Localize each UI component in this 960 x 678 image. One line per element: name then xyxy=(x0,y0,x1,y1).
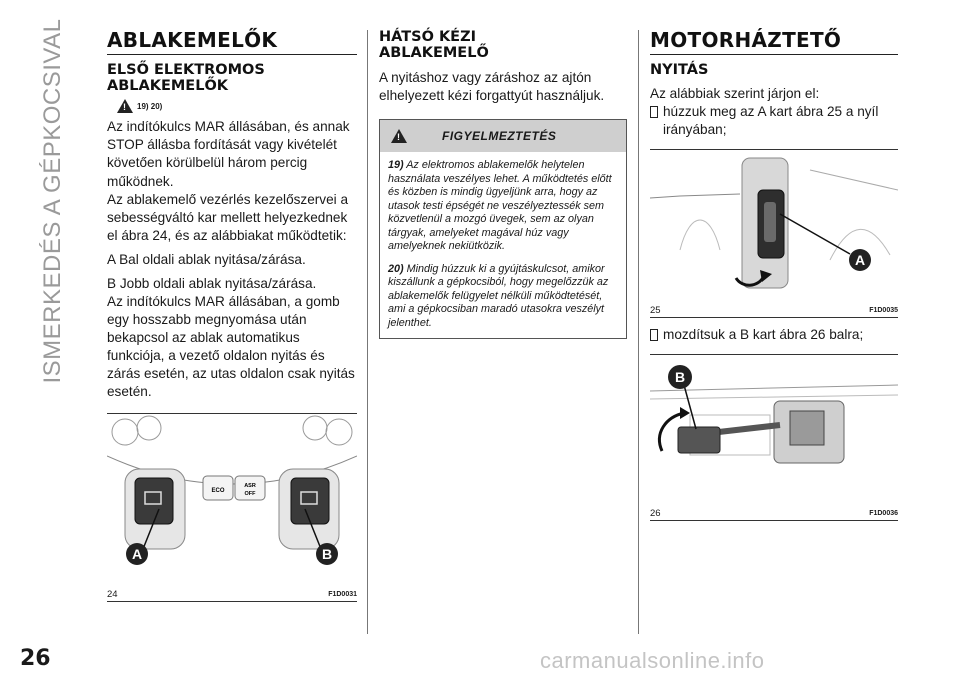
side-tab-label: ISMERKEDÉS A GÉPKOCSIVAL xyxy=(39,18,66,384)
warning-header xyxy=(380,120,626,152)
bullet-box-icon xyxy=(650,106,658,118)
warning-box xyxy=(379,119,627,339)
column-divider xyxy=(638,30,639,634)
eco-button-label: ECO xyxy=(211,488,225,495)
side-tab xyxy=(22,18,84,384)
column-right xyxy=(650,30,898,521)
figure-number: 24 xyxy=(107,589,118,601)
paragraph: Az alábbiak szerint járjon el: xyxy=(650,85,820,101)
warning-reference-numbers: 19) 20) xyxy=(137,101,163,111)
callout-a-label: A xyxy=(854,251,866,268)
figure-code: F1D0031 xyxy=(328,591,357,599)
list-item: B Jobb oldali ablak nyitása/zárása. xyxy=(107,275,317,291)
figure-25 xyxy=(650,149,898,318)
figure-caption xyxy=(650,506,898,520)
callout-b-label: B xyxy=(321,546,333,563)
figure-26 xyxy=(650,354,898,521)
paragraph: Az indítókulcs MAR állásában, és annak STOP állásba fordítását vagy kivételét követően körülbelül három percig működnek. xyxy=(107,119,350,189)
hood-lever-illustration xyxy=(650,150,898,298)
section-title: ABLAKEMELŐK xyxy=(107,28,278,52)
list-item-text: húzzuk meg az A kart ábra 25 a nyíl irányában; xyxy=(663,103,879,137)
figure-caption xyxy=(107,587,357,601)
list-item xyxy=(650,103,898,139)
warning-note-text: Az elektromos ablakemelők helytelen használata veszélyes lehet. A működtetés előtt és közben is mindig ügyeljünk arra, hogy az utasok testi épségét ne veszélyeztessék sem közvetlenül a mozgó üvegek, sem az olyan tárgyak, amelyeket magával húz vagy amelyeknek nekiütközik. xyxy=(388,159,612,253)
page-number: 26 xyxy=(20,646,51,671)
column-left xyxy=(107,30,357,602)
figure-number: 26 xyxy=(650,507,661,519)
warning-note-number: 20) xyxy=(388,262,404,275)
list-item: A Bal oldali ablak nyitása/zárása. xyxy=(107,251,306,267)
list-item xyxy=(650,326,898,344)
bullet-box-icon xyxy=(650,329,658,341)
figure-number: 25 xyxy=(650,304,661,316)
figure-code: F1D0036 xyxy=(869,509,898,517)
paragraph: Az indítókulcs MAR állásában, a gomb egy hosszabb megnyomása után bekapcsol az ablak automatikus funkciója, a vezető oldalon nyitás és zárás esetén, az utas oldalon csak nyitás esetén. xyxy=(107,294,355,400)
figure-code: F1D0035 xyxy=(869,306,898,314)
section-rule xyxy=(107,54,357,55)
asr-off-label: OFF xyxy=(244,491,256,498)
window-switch-illustration xyxy=(107,414,357,582)
column-divider xyxy=(367,30,368,634)
warning-note xyxy=(380,152,626,255)
warning-note xyxy=(380,256,626,338)
warning-title: FIGYELMEZTETÉS xyxy=(442,129,557,144)
callout-a-label: A xyxy=(131,546,143,563)
warning-triangle-icon: ! xyxy=(391,129,407,143)
paragraph: Az ablakemelő vezérlés kezelőszervei a sebességváltó kar mellett helyezkednek el ábra 24, és az alábbiakat működtetik: xyxy=(107,191,349,243)
warning-note-number: 19) xyxy=(388,159,404,172)
subsection-title: NYITÁS xyxy=(650,62,709,78)
watermark: carmanualsonline.info xyxy=(540,648,765,673)
asr-button-label: ASR xyxy=(244,483,256,490)
warning-note-text: Mindig húzzuk ki a gyújtáskulcsot, amikor kiszállunk a gépkocsiból, hogy megelőzzük az ablakemelők felügyelet nélküli működtetését, ami a gépkocsiban maradó utasokra veszélyt jelenthet. xyxy=(388,262,609,329)
hood-latch-illustration xyxy=(650,355,898,501)
subsection-title: HÁTSÓ KÉZI ABLAKEMELŐ xyxy=(379,29,489,61)
section-title: MOTORHÁZTETŐ xyxy=(650,28,842,52)
paragraph: A nyitáshoz vagy záráshoz az ajtón elhelyezett kézi forgattyút használjuk. xyxy=(379,70,605,104)
list-item-text: mozdítsuk a B kart ábra 26 balra; xyxy=(663,326,864,342)
callout-b-label: B xyxy=(674,368,686,385)
subsection-title: ELSŐ ELEKTROMOS ABLAKEMELŐK xyxy=(107,62,265,94)
section-rule xyxy=(650,54,898,55)
warning-reference xyxy=(117,99,357,113)
column-middle xyxy=(379,30,627,339)
figure-caption xyxy=(650,303,898,317)
figure-24 xyxy=(107,413,357,602)
warning-triangle-icon: ! xyxy=(117,99,133,113)
